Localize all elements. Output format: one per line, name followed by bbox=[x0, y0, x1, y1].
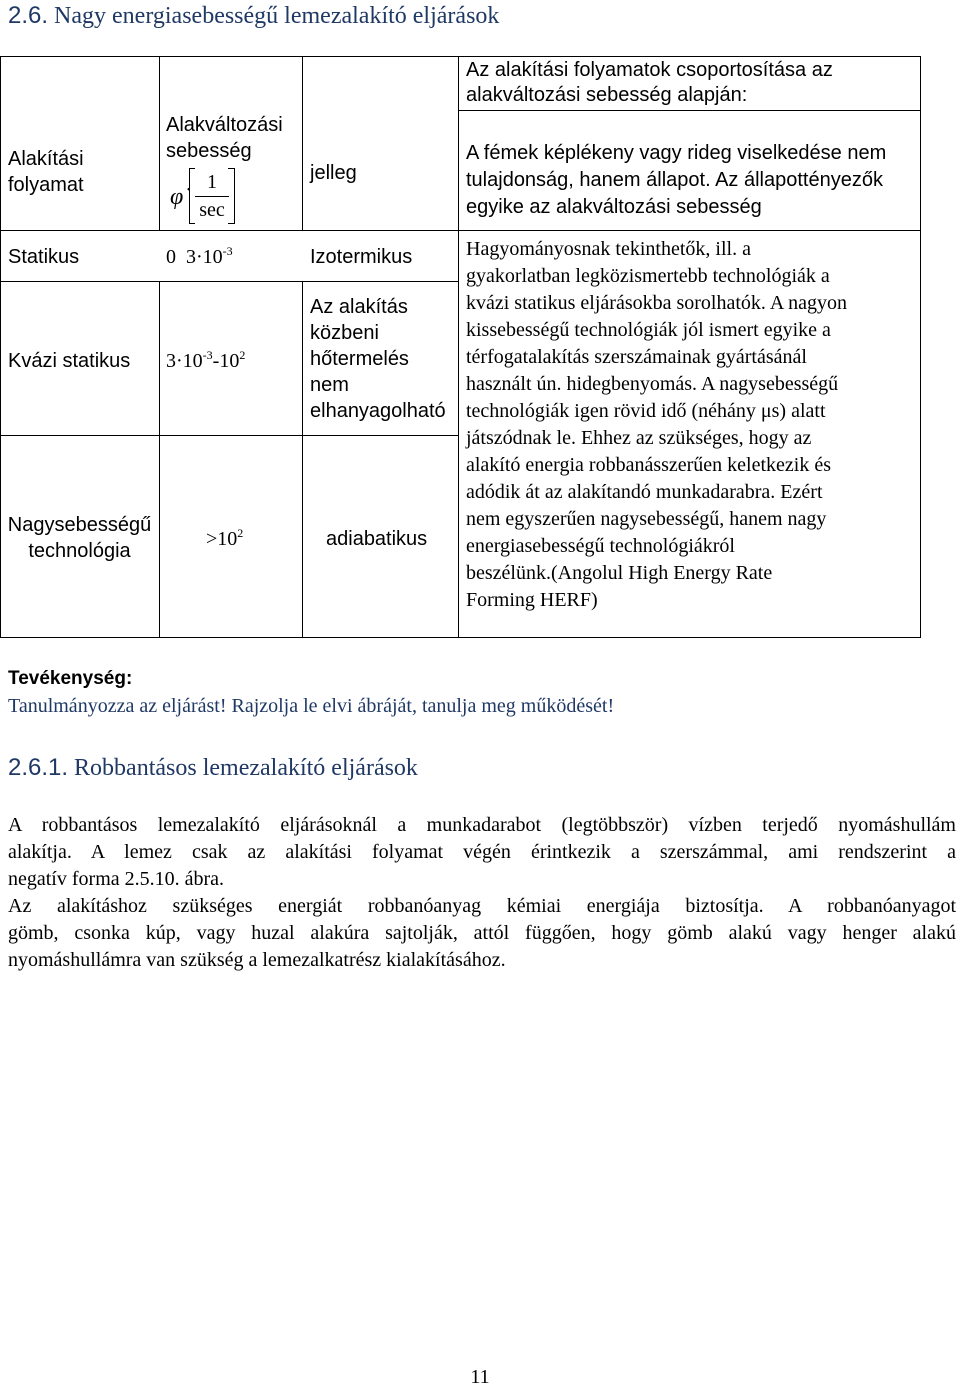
paragraph-2: Az alakításhoz szükséges energiát robbanóanyag kémiai energiája biztosítja. A robbanóanyagot gömb, csonka kúp, vagy huzal alakúra sajtolják, attól függően, hogy gömb alakú vagy henger alakú nyomáshullámra van szükség a lemezalkatrész kialakításához. bbox=[8, 895, 956, 971]
activity-text: Tanulmányozza az eljárást! Rajzolja le elvi ábráját, tanulja meg működését! bbox=[8, 695, 615, 717]
row-static-process: Statikus bbox=[8, 246, 80, 268]
paragraph-1: A robbantásos lemezalakító eljárásoknál a munkadarabot (legtöbbször) vízben terjedő nyomáshullám alakítja. A lemez csak az alakítási folyamat végén érintkezik a szerszámmal, ami rendszerint a negatív forma 2.5.10. ábra. bbox=[8, 814, 956, 890]
header-grouping: Az alakítási folyamatok csoportosítása az alakváltozási sebesség alapján: bbox=[466, 59, 833, 106]
note-behavior: A fémek képlékeny vagy rideg viselkedése nem tulajdonság, hanem állapot. Az állapottényezők egyike az alakváltozási sebesség bbox=[466, 142, 887, 218]
row-quasi-rate: $3\cdot 10^{-3}-10^2$ bbox=[166, 348, 246, 372]
note-technologies: Hagyományosnak tekinthetők, ill. a gyakorlatban legközismertebb technológiák a kvázi statikus eljárásokba sorolhatók. A nagyon kissebességű technológiák jól ismert egyike a térfogatalakítás szerszámainak gyártásánál használt ún. hidegbenyomás. A nagysebességű technológiák igen rövid idő (néhány μs) alatt játszódnak le. Ehhez az szükséges, hogy az alakító energia robbanásszerűen keletkezik és adódik át az alakítandó munkadarabra. Ezért nem egyszerűen nagysebességű, hanem nagy energiasebességű technológiákról beszélünk.(Angolul High Energy Rate Forming HERF) bbox=[466, 238, 848, 611]
row-static-rate: 0 $3\cdot 10^{-3}$ bbox=[166, 244, 233, 268]
section-heading bbox=[8, 2, 499, 30]
process-table bbox=[0, 56, 921, 638]
row-quasi-character: Az alakítás közbeni hőtermelés nem elhanyagolható bbox=[310, 296, 446, 422]
header-strain-rate: Alakváltozási sebesség bbox=[166, 114, 283, 162]
subsection-heading bbox=[8, 754, 418, 782]
activity-label: Tevékenység: bbox=[8, 668, 133, 689]
section-number: 2.6. bbox=[8, 2, 49, 29]
row-static-character: Izotermikus bbox=[310, 246, 413, 268]
page-number: 11 bbox=[470, 1366, 490, 1388]
header-character: jelleg bbox=[310, 162, 357, 184]
subsection-title: Robbantásos lemezalakító eljárások bbox=[74, 755, 418, 781]
header-process: Alakítási folyamat bbox=[8, 148, 84, 196]
strain-rate-symbol: φ̇ bbox=[170, 184, 184, 210]
row-highspeed-character: adiabatikus bbox=[326, 528, 428, 550]
row-quasi-process: Kvázi statikus bbox=[8, 350, 131, 372]
section-title: Nagy energiasebességű lemezalakító eljárások bbox=[54, 3, 500, 29]
row-highspeed-rate: $>10^2$ bbox=[206, 526, 244, 550]
row-highspeed-process: Nagysebességű technológia bbox=[7, 514, 152, 562]
subsection-number: 2.6.1. bbox=[8, 754, 69, 781]
strain-rate-unit: 1 sec bbox=[189, 168, 235, 224]
